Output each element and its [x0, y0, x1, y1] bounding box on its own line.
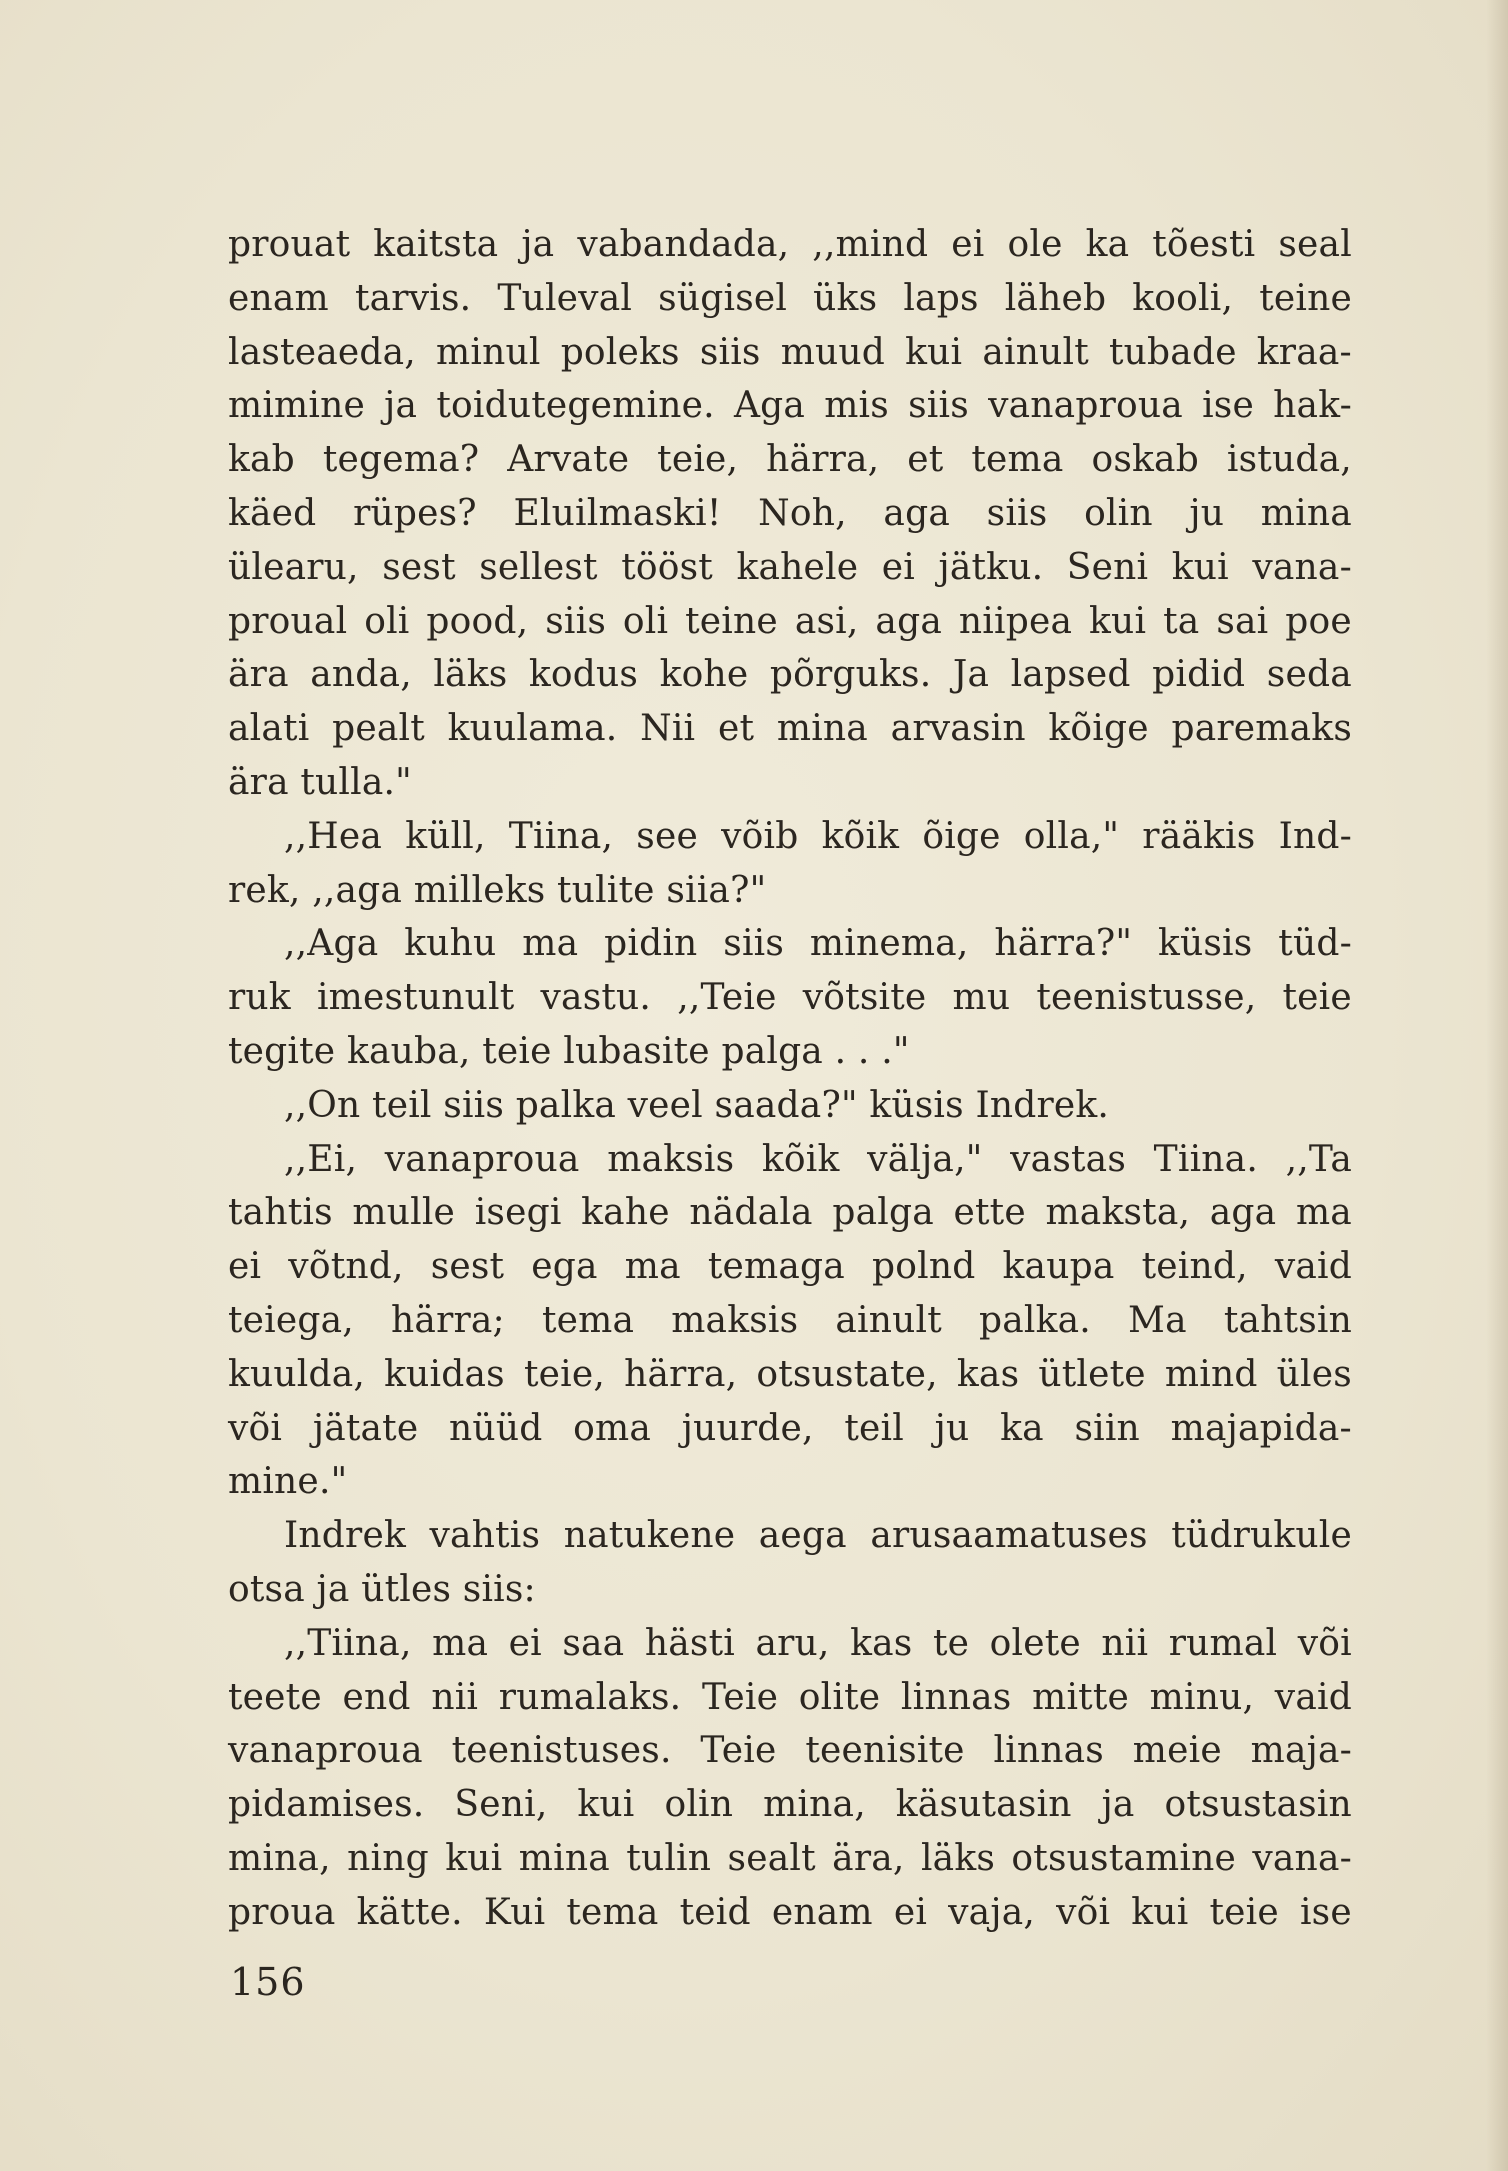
- word: ju: [934, 1407, 970, 1449]
- word: sest: [430, 1246, 505, 1288]
- text-line: otsa ja ütles siis:: [228, 1568, 536, 1610]
- word: Eluilmaski!: [513, 492, 722, 534]
- word: vastas: [1010, 1138, 1127, 1180]
- word: kas: [956, 1353, 1020, 1395]
- word: rääkis: [1142, 815, 1256, 857]
- word: istuda,: [1226, 439, 1352, 481]
- word: teil: [844, 1407, 904, 1449]
- word: otsustamine: [1011, 1837, 1236, 1879]
- word: kuhu: [404, 923, 497, 965]
- word: kahe: [581, 1192, 670, 1234]
- word: hak-: [1273, 385, 1352, 427]
- word: jätate: [312, 1407, 419, 1449]
- text-line: [228, 917, 1352, 971]
- word: teid: [679, 1891, 751, 1933]
- word: tüd-: [1278, 923, 1352, 965]
- word: käsutasin: [895, 1784, 1072, 1826]
- word: tegema?: [322, 439, 480, 481]
- word: ja: [1101, 1784, 1135, 1826]
- word: tarvis.: [354, 277, 472, 319]
- word: proua: [228, 1891, 336, 1933]
- word: olla,": [1023, 815, 1120, 857]
- word: ei: [893, 1891, 928, 1933]
- word: oma: [573, 1407, 652, 1449]
- word: aega: [758, 1515, 847, 1557]
- word: vana-: [1252, 1837, 1352, 1879]
- word: hästi: [644, 1622, 735, 1664]
- word: ruk: [228, 977, 291, 1019]
- text-line: [228, 1832, 1352, 1886]
- word: maksis: [607, 1138, 735, 1180]
- word: aga: [1209, 1192, 1277, 1234]
- word: minu,: [1149, 1676, 1255, 1718]
- word: sest: [382, 546, 456, 588]
- word: või: [1056, 1891, 1111, 1933]
- word: end: [342, 1676, 411, 1718]
- word: ,,mind: [812, 224, 929, 265]
- word: ka: [1000, 1407, 1044, 1449]
- word: olin: [1084, 492, 1153, 534]
- word: ülearu,: [228, 546, 359, 588]
- word: kohe: [659, 654, 749, 696]
- word: võib: [721, 815, 799, 857]
- word: olite: [798, 1676, 881, 1718]
- word: tahtsin: [1223, 1299, 1352, 1341]
- word: nii: [431, 1676, 479, 1718]
- word: härra,: [766, 439, 880, 481]
- word: ma: [522, 923, 579, 965]
- word: kõik: [821, 815, 900, 857]
- text-line: ,,On teil siis palka veel saada?" küsis Indrek.: [284, 1084, 1110, 1126]
- word: kätte.: [356, 1891, 463, 1933]
- word: polnd: [872, 1246, 976, 1288]
- word: ei: [508, 1622, 542, 1664]
- word: nii: [1101, 1622, 1149, 1664]
- word: ka: [1085, 224, 1130, 265]
- word: pidin: [604, 923, 698, 965]
- word: niipea: [958, 600, 1073, 642]
- word: mis: [824, 385, 889, 427]
- word: Tiina.: [1153, 1138, 1258, 1180]
- word: rumalaks.: [498, 1676, 682, 1718]
- word: teine: [685, 600, 778, 642]
- text-line: [228, 379, 1352, 433]
- text-line: [228, 433, 1352, 487]
- word: palka.: [978, 1299, 1091, 1341]
- word: majapida-: [1170, 1407, 1352, 1449]
- word: üles: [1276, 1353, 1352, 1395]
- word: Teie: [700, 1730, 777, 1772]
- word: kaupa: [1002, 1246, 1115, 1288]
- word: tema: [566, 1891, 659, 1933]
- word: mind: [1164, 1353, 1258, 1395]
- word: siis: [699, 331, 761, 373]
- word: te: [932, 1622, 970, 1664]
- word: ei: [228, 1246, 262, 1288]
- word: ,,Ta: [1285, 1138, 1352, 1180]
- word: ise: [1202, 385, 1254, 427]
- word: aru,: [755, 1622, 830, 1664]
- word: käed: [228, 492, 317, 534]
- word: siis: [986, 492, 1048, 534]
- word: Tiina,: [508, 815, 614, 857]
- word: tulin: [626, 1837, 712, 1879]
- word: läks: [433, 654, 508, 696]
- text-line: [228, 1240, 1352, 1294]
- word: toidutegemine.: [436, 385, 715, 427]
- word: Arvate: [507, 439, 630, 481]
- text-line: [228, 487, 1352, 541]
- word: enam: [771, 1891, 873, 1933]
- word: sai: [1216, 600, 1269, 642]
- word: aga: [883, 492, 950, 534]
- word: küsis: [1157, 923, 1253, 965]
- word: poe: [1285, 600, 1352, 642]
- word: imestunult: [316, 977, 515, 1019]
- word: teete: [228, 1676, 322, 1718]
- word: sellest: [479, 546, 598, 588]
- word: mina,: [763, 1784, 866, 1826]
- word: ainult: [835, 1299, 942, 1341]
- word: minema,: [809, 923, 969, 965]
- word: vana-: [1252, 546, 1352, 588]
- word: kas: [850, 1622, 913, 1664]
- text-line: [228, 971, 1352, 1025]
- word: või: [1297, 1622, 1352, 1664]
- word: läheb: [1004, 277, 1107, 319]
- word: vaja,: [948, 1891, 1035, 1933]
- word: ära,: [832, 1837, 905, 1879]
- word: kaitsta: [373, 224, 499, 265]
- word: teenistuses.: [451, 1730, 672, 1772]
- word: läks: [920, 1837, 996, 1879]
- word: kuidas: [384, 1353, 505, 1395]
- word: vahtis: [429, 1515, 541, 1557]
- word: tema: [971, 439, 1064, 481]
- word: ,,Ei,: [284, 1138, 358, 1180]
- word: alati: [228, 708, 310, 750]
- word: Seni: [1066, 546, 1149, 588]
- word: tööst: [621, 546, 713, 588]
- word: oli: [622, 600, 669, 642]
- word: Ma: [1128, 1299, 1187, 1341]
- word: vastu.: [540, 977, 652, 1019]
- word: vanaproua: [228, 1730, 423, 1772]
- word: teenisite: [805, 1730, 965, 1772]
- word: aga: [875, 600, 942, 642]
- word: ,,Aga: [284, 923, 379, 965]
- word: vanaproua: [384, 1138, 580, 1180]
- word: linnas: [993, 1730, 1104, 1772]
- word: ,,Teie: [677, 977, 777, 1019]
- word: kab: [228, 439, 295, 481]
- word: ,,Tiina,: [284, 1622, 412, 1664]
- word: pood,: [426, 600, 529, 642]
- word: ma: [432, 1622, 489, 1664]
- word: siis: [545, 600, 606, 642]
- word: teenistusse,: [1036, 977, 1257, 1019]
- word: lapsed: [1010, 654, 1131, 696]
- word: härra,: [624, 1353, 738, 1395]
- text-line: [228, 1671, 1352, 1725]
- word: palga: [832, 1192, 934, 1234]
- word: kodus: [528, 654, 639, 696]
- word: asi,: [794, 600, 859, 642]
- word: ega: [531, 1246, 598, 1288]
- word: mitte: [1032, 1676, 1129, 1718]
- word: ju: [1189, 492, 1225, 534]
- word: otsustate,: [756, 1353, 938, 1395]
- word: ja: [521, 224, 555, 265]
- text-line: [228, 1294, 1352, 1348]
- word: juurde,: [681, 1407, 814, 1449]
- word: Indrek: [284, 1515, 406, 1557]
- word: härra?": [994, 923, 1133, 965]
- word: kõige: [1048, 708, 1149, 750]
- word: laps: [903, 277, 979, 319]
- word: natukene: [563, 1515, 736, 1557]
- word: Noh,: [758, 492, 847, 534]
- text-line: ära tulla.": [228, 761, 412, 803]
- word: härra;: [391, 1299, 505, 1341]
- word: isegi: [474, 1192, 562, 1234]
- word: teie: [1209, 1891, 1279, 1933]
- word: mina: [1260, 492, 1352, 534]
- word: teie,: [523, 1353, 605, 1395]
- word: see: [636, 815, 698, 857]
- word: pidamises.: [228, 1784, 425, 1826]
- word: nüüd: [449, 1407, 543, 1449]
- word: sügisel: [658, 277, 788, 319]
- text-line: [228, 326, 1352, 380]
- word: ma: [624, 1246, 681, 1288]
- word: tema: [541, 1299, 635, 1341]
- word: kahele: [736, 546, 859, 588]
- word: kõik: [761, 1138, 840, 1180]
- page-spine-shadow: [1486, 0, 1508, 2171]
- text-line: [228, 1133, 1352, 1187]
- text-line: [228, 218, 1352, 272]
- word: teind,: [1141, 1246, 1248, 1288]
- word: saa: [562, 1622, 625, 1664]
- word: siis: [723, 923, 785, 965]
- word: ole: [1007, 224, 1063, 265]
- word: teiega,: [228, 1299, 354, 1341]
- word: vaid: [1274, 1676, 1352, 1718]
- text-line: [228, 1348, 1352, 1402]
- word: ,,Hea: [284, 815, 383, 857]
- word: ta: [1163, 600, 1200, 642]
- word: maja-: [1250, 1730, 1352, 1772]
- word: siis: [908, 385, 969, 427]
- word: kui: [1089, 600, 1147, 642]
- word: Ind-: [1278, 815, 1352, 857]
- word: mulle: [352, 1192, 456, 1234]
- word: ära: [228, 654, 289, 696]
- word: meie: [1132, 1730, 1222, 1772]
- word: vanaproua: [988, 385, 1183, 427]
- text-line: [228, 1402, 1352, 1456]
- word: mina,: [228, 1837, 331, 1879]
- word: ainult: [982, 331, 1089, 373]
- word: seda: [1266, 654, 1352, 696]
- word: vabandada,: [577, 224, 790, 265]
- word: oskab: [1091, 439, 1199, 481]
- word: võtsite: [802, 977, 927, 1019]
- word: lasteaeda,: [228, 331, 416, 373]
- text-line: [228, 1509, 1352, 1563]
- word: jätku.: [938, 546, 1044, 588]
- word: kui: [1171, 546, 1229, 588]
- word: teie: [1282, 977, 1352, 1019]
- text-line: [228, 810, 1352, 864]
- word: ei: [951, 224, 985, 265]
- word: prouat: [228, 224, 351, 265]
- word: või: [228, 1407, 283, 1449]
- word: anda,: [310, 654, 412, 696]
- word: temaga: [707, 1246, 845, 1288]
- word: ma: [1295, 1192, 1352, 1234]
- word: olete: [989, 1622, 1081, 1664]
- word: nädala: [689, 1192, 813, 1234]
- text-line: rek, ,,aga milleks tulite siia?": [228, 869, 767, 911]
- word: linnas: [900, 1676, 1012, 1718]
- word: oli: [364, 600, 410, 642]
- word: Ja: [952, 654, 990, 696]
- word: rüpes?: [353, 492, 477, 534]
- word: teie,: [657, 439, 739, 481]
- page-number: 156: [230, 1960, 306, 2004]
- word: Tuleval: [497, 277, 633, 319]
- word: tõesti: [1152, 224, 1256, 265]
- word: olin: [664, 1784, 734, 1826]
- word: ette: [953, 1192, 1026, 1234]
- word: pealt: [332, 708, 425, 750]
- word: tubade: [1108, 331, 1237, 373]
- word: arusaamatuses: [870, 1515, 1148, 1557]
- word: võtnd,: [288, 1246, 404, 1288]
- word: kraa-: [1256, 331, 1352, 373]
- text-line: [228, 702, 1352, 756]
- text-line: [228, 1186, 1352, 1240]
- word: et: [717, 708, 755, 750]
- word: maksis: [671, 1299, 799, 1341]
- word: mu: [952, 977, 1011, 1019]
- word: ütlete: [1038, 1353, 1146, 1395]
- word: küll,: [405, 815, 486, 857]
- text-line: [228, 272, 1352, 326]
- word: tahtis: [228, 1192, 333, 1234]
- word: Seni,: [454, 1784, 548, 1826]
- word: Kui: [483, 1891, 546, 1933]
- word: pidid: [1152, 654, 1246, 696]
- word: põrguks.: [769, 654, 932, 696]
- body-text: [228, 218, 1352, 1940]
- word: ja: [384, 385, 418, 427]
- text-line: [228, 1617, 1352, 1671]
- word: proual: [228, 600, 348, 642]
- word: teine: [1259, 277, 1352, 319]
- word: õige: [922, 815, 1001, 857]
- word: kui: [577, 1784, 635, 1826]
- word: välja,": [867, 1138, 983, 1180]
- word: Aga: [733, 385, 806, 427]
- word: seal: [1278, 224, 1352, 265]
- word: kui: [1131, 1891, 1189, 1933]
- word: minul: [436, 331, 541, 373]
- word: paremaks: [1171, 708, 1352, 750]
- word: kuulda,: [228, 1353, 366, 1395]
- word: poleks: [560, 331, 680, 373]
- text-line: tegite kauba, teie lubasite palga . . .": [228, 1030, 910, 1072]
- word: otsustasin: [1164, 1784, 1352, 1826]
- word: ei: [881, 546, 915, 588]
- word: ning: [347, 1837, 429, 1879]
- word: sealt: [727, 1837, 816, 1879]
- word: rumal: [1168, 1622, 1278, 1664]
- word: mimine: [228, 385, 365, 427]
- word: muud: [780, 331, 886, 373]
- word: Nii: [640, 708, 696, 750]
- text-line: [228, 1778, 1352, 1832]
- text-line: [228, 1886, 1352, 1940]
- word: vaid: [1274, 1246, 1352, 1288]
- text-line: [228, 648, 1352, 702]
- word: ise: [1299, 1891, 1352, 1933]
- word: üks: [813, 277, 878, 319]
- word: enam: [228, 277, 329, 319]
- word: kui: [445, 1837, 503, 1879]
- word: tüdrukule: [1171, 1515, 1352, 1557]
- word: et: [907, 439, 944, 481]
- word: mina: [776, 708, 868, 750]
- text-line: mine.": [228, 1461, 348, 1503]
- word: maksta,: [1045, 1192, 1191, 1234]
- word: kuulama.: [447, 708, 618, 750]
- word: kooli,: [1132, 277, 1234, 319]
- text-line: [228, 1724, 1352, 1778]
- word: Teie: [701, 1676, 779, 1718]
- word: arvasin: [890, 708, 1026, 750]
- word: mina: [518, 1837, 610, 1879]
- text-line: [228, 541, 1352, 595]
- text-line: [228, 595, 1352, 649]
- word: kui: [905, 331, 963, 373]
- word: siin: [1074, 1407, 1140, 1449]
